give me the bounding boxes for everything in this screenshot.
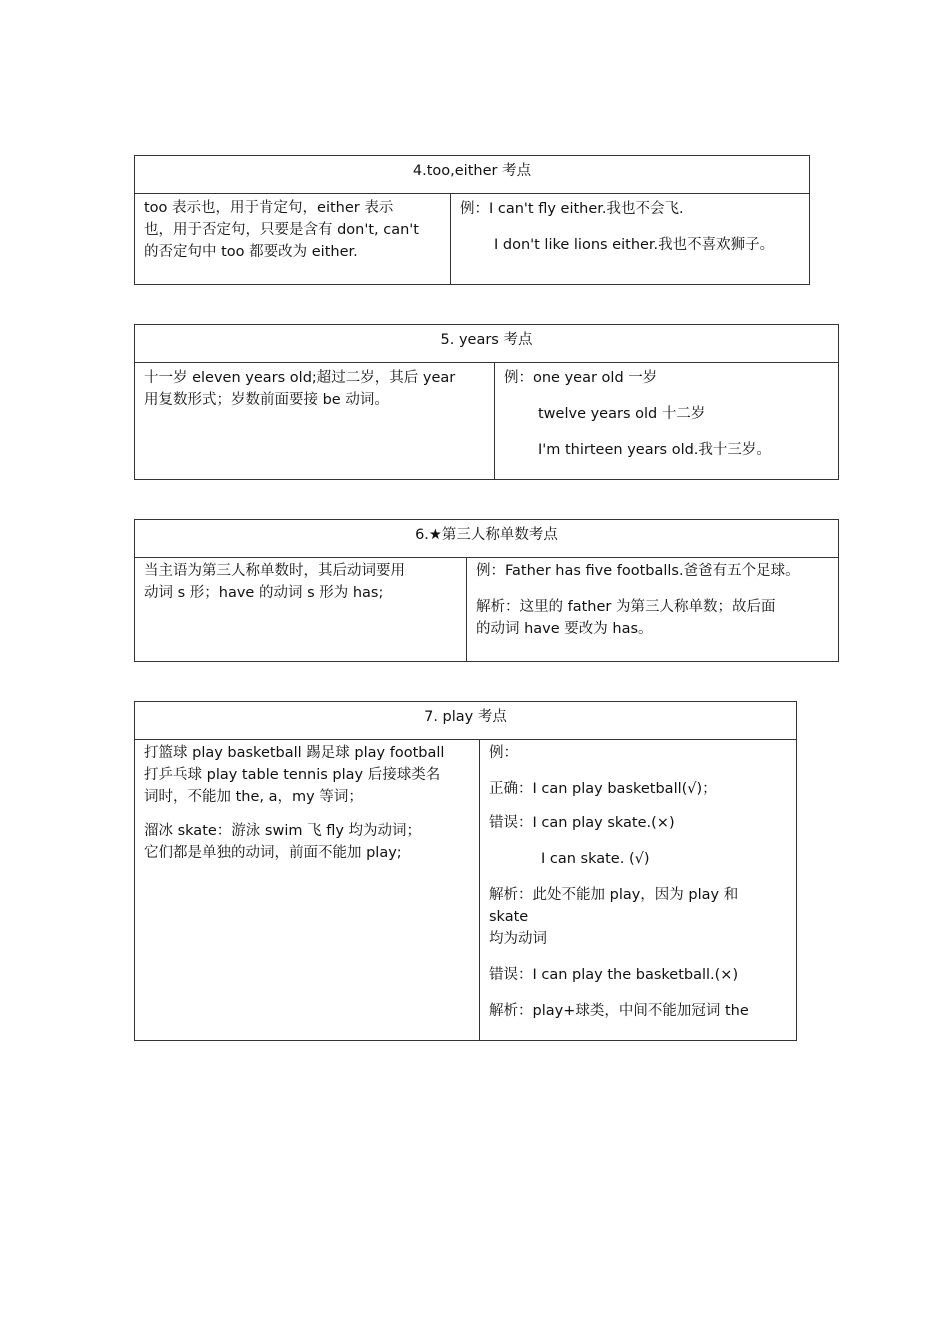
- example-cell: [480, 740, 796, 1040]
- table-play: [134, 701, 797, 1041]
- table-third-person-singular: [134, 519, 839, 662]
- text-line: 错误：I can play the basketball.(×): [489, 967, 739, 983]
- text-line: 正确：I can play basketball(√)；: [489, 781, 717, 797]
- text-line: 也，用于否定句，只要是含有 don't, can't: [144, 222, 419, 238]
- rule-cell: [135, 194, 451, 284]
- text-line: 错误：I can play skate.(×): [489, 815, 675, 831]
- text-line: skate: [489, 909, 529, 925]
- example-cell: [451, 194, 809, 284]
- text-line: 打篮球 play basketball 踢足球 play football: [144, 745, 445, 761]
- text-line: 动词 s 形；have 的动词 s 形为 has;: [144, 585, 384, 601]
- rule-cell: [135, 740, 480, 1040]
- text-line: too 表示也，用于肯定句，either 表示: [144, 200, 394, 216]
- text-line: 解析：这里的 father 为第三人称单数；故后面: [476, 599, 776, 615]
- text-line: 例：: [489, 745, 518, 761]
- text-line: 词时，不能加 the, a，my 等词；: [144, 789, 363, 805]
- text-line: 均为动词: [489, 931, 547, 947]
- rule-cell: [135, 363, 495, 479]
- rule-cell: [135, 558, 467, 661]
- example-cell: [467, 558, 838, 661]
- text-line: 的动词 have 要改为 has。: [476, 621, 653, 637]
- text-line: I don't like lions either.我也不喜欢狮子。: [494, 237, 775, 253]
- text-line: 当主语为第三人称单数时，其后动词要用: [144, 563, 405, 579]
- table-title: 4.too,either 考点: [135, 156, 809, 194]
- example-cell: [495, 363, 838, 479]
- text-line: I can skate. (√): [541, 851, 650, 867]
- text-line: 用复数形式；岁数前面要接 be 动词。: [144, 392, 389, 408]
- table-years: [134, 324, 839, 480]
- text-line: 溜冰 skate：游泳 swim 飞 fly 均为动词；: [144, 823, 422, 839]
- table-title: 6.★第三人称单数考点: [135, 520, 838, 558]
- text-line: 例：I can't fly either.我也不会飞.: [460, 201, 684, 217]
- text-line: 例：one year old 一岁: [504, 370, 658, 386]
- text-line: 解析：此处不能加 play，因为 play 和: [489, 887, 739, 903]
- text-line: 解析：play+球类，中间不能加冠词 the: [489, 1003, 749, 1019]
- text-line: 的否定句中 too 都要改为 either.: [144, 244, 358, 260]
- table-too-either: [134, 155, 810, 285]
- text-line: 它们都是单独的动词，前面不能加 play;: [144, 845, 402, 861]
- text-line: 打乒乓球 play table tennis play 后接球类名: [144, 767, 441, 783]
- text-line: twelve years old 十二岁: [538, 406, 706, 422]
- text-line: 十一岁 eleven years old;超过二岁，其后 year: [144, 370, 456, 386]
- text-line: 例：Father has five footballs.爸爸有五个足球。: [476, 563, 800, 579]
- table-title: 5. years 考点: [135, 325, 838, 363]
- table-title: 7. play 考点: [135, 702, 796, 740]
- text-line: I'm thirteen years old.我十三岁。: [538, 442, 771, 458]
